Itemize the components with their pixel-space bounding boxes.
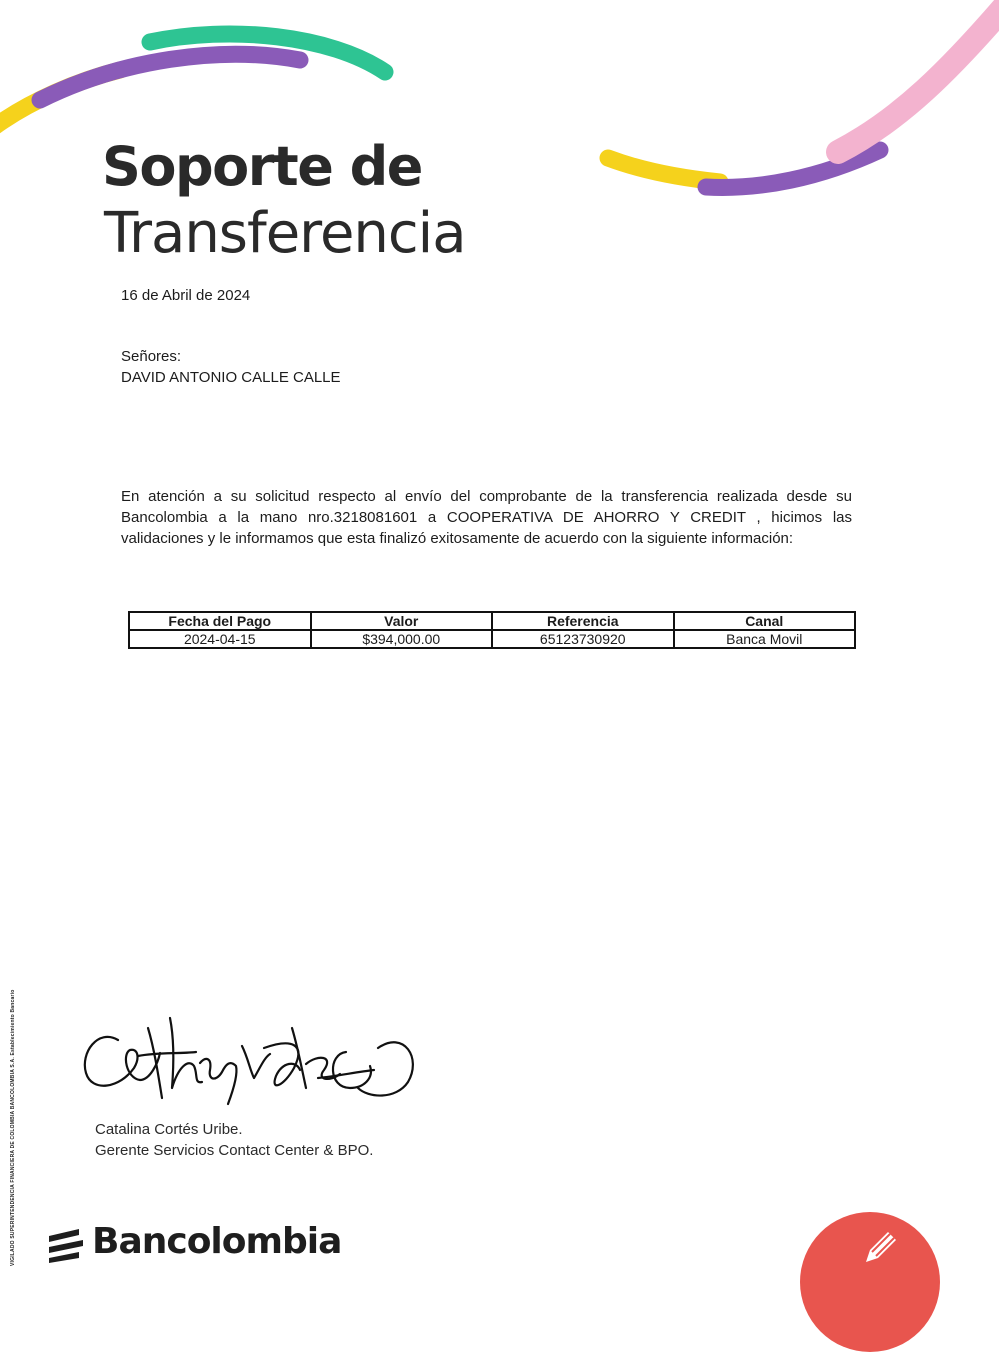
vigilado-legend: VIGILADO SUPERINTENDENCIA FINANCIERA DE COLOMBIA BANCOLOMBIA S.A. Establecimiento Bancario bbox=[10, 989, 16, 1266]
cell-canal: Banca Movil bbox=[674, 630, 856, 648]
header-canal: Canal bbox=[674, 612, 856, 630]
signer-name: Catalina Cortés Uribe. bbox=[95, 1121, 243, 1138]
handwritten-signature bbox=[78, 1008, 423, 1113]
cell-referencia: 65123730920 bbox=[492, 630, 674, 648]
cell-fecha-del-pago: 2024-04-15 bbox=[129, 630, 311, 648]
greeting: Señores: bbox=[121, 348, 182, 365]
table-row bbox=[129, 630, 855, 648]
edit-fab-button[interactable] bbox=[800, 1212, 940, 1352]
recipient-name: DAVID ANTONIO CALLE CALLE bbox=[121, 369, 341, 386]
document-title-line1: Soporte de bbox=[102, 135, 422, 198]
header-fecha-del-pago: Fecha del Pago bbox=[129, 612, 311, 630]
header-referencia: Referencia bbox=[492, 612, 674, 630]
edit-pencil-icon bbox=[862, 1228, 902, 1268]
table-header-row bbox=[129, 612, 855, 630]
document-date: 16 de Abril de 2024 bbox=[121, 287, 251, 304]
header-valor: Valor bbox=[311, 612, 493, 630]
cell-valor: $394,000.00 bbox=[311, 630, 493, 648]
bancolombia-wordmark: Bancolombia bbox=[92, 1221, 342, 1262]
body-paragraph: En atención a su solicitud respecto al envío del comprobante de la transferencia realizada desde su Bancolombia a la mano nro.3218081601 a COOPERATIVA DE AHORRO Y CREDIT , hicimos las validaciones y le informamos que esta finalizó exitosamente de acuerdo con la siguiente información: bbox=[121, 488, 852, 547]
document-title-line2: Transferencia bbox=[104, 201, 466, 266]
payment-table bbox=[128, 611, 856, 649]
signer-role: Gerente Servicios Contact Center & BPO. bbox=[95, 1142, 374, 1159]
bancolombia-logo-icon bbox=[46, 1227, 86, 1263]
